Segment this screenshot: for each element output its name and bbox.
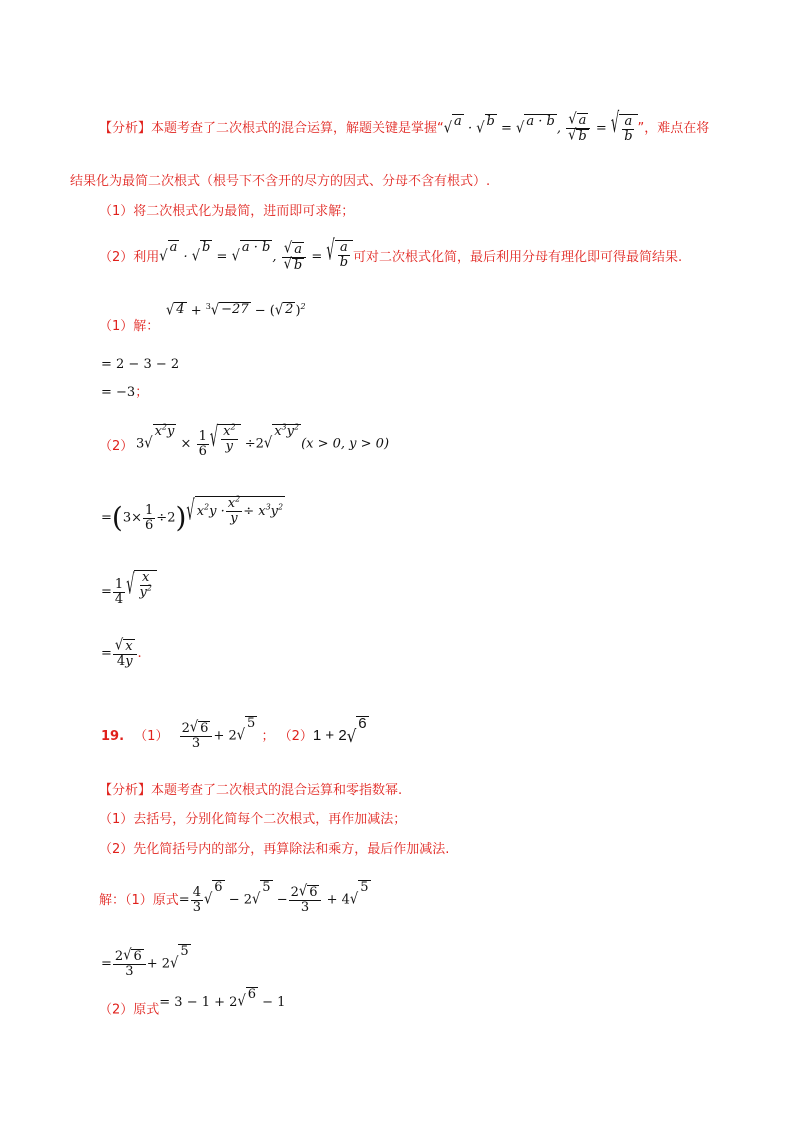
solution-2-label: （2） — [99, 439, 134, 454]
solution-2-eq3-end: . — [137, 646, 142, 661]
analysis-step-1: （1）将二次根式化为最简，进而即可求解； — [99, 204, 355, 219]
solution-3-line-2 — [99, 987, 286, 1026]
solution-3-expr-2: = 3 − 1 + 2 √ 6 − 1 — [159, 995, 285, 1010]
solution-3-expr-1: = $\frac{4}{3}$ √ 6 − 2 √ 5 − 2 √ 6 3 + 4 √ 5 — [179, 880, 371, 921]
analysis-intro: 【分析】本题考查了二次根式的混合运算，解题关键是掌握“ — [99, 121, 444, 136]
solution-3-label-2: （2）原式 — [99, 1002, 160, 1018]
solution-3-eq1: = 2 √ 6 3 + 2 √ 5 — [101, 944, 191, 985]
sqrt-rule-inline: √ a · √ b = √ a · b , √ a √ b = √ $\frac{a}{b}$ — [159, 240, 353, 275]
solution-1-label: （1）解： — [99, 319, 160, 334]
analysis2-step-1: （1）去括号，分别化简每个二次根式，再作加减法； — [99, 812, 407, 827]
analysis-line-2: 结果化为最简二次根式（根号下不含开的尽方的因式、分母不含有根式）. — [70, 174, 491, 189]
q19-part2-label: （2） — [278, 729, 313, 744]
analysis-step-2-post: 可对二次根式化简，最后利用分母有理化即可得最简结果. — [353, 249, 683, 265]
analysis-step-2 — [99, 236, 683, 275]
solution-1-eq2 — [101, 384, 148, 402]
solution-2-expr: 3 √ $x^2y$ × $\frac{1}{6}$ √ $\frac{x^2}{y}$ ÷2 √ $x^3y^2$ (x > 0, y > 0) — [136, 424, 389, 465]
analysis2-step-2: （2）先化简括号内的部分，再算除法和乘方，最后作加减法. — [99, 842, 450, 857]
solution-1-expr: √ 4 + $^3$ √ −27 − ( √ 2 )$^2$ — [166, 301, 306, 320]
solution-3-jie: 解： — [99, 892, 126, 908]
solution-2-condition: (x > 0, y > 0) — [301, 436, 390, 452]
solution-2-eq2: = $\frac{1}{4}$ √ $\frac{x}{y^2}$ — [101, 570, 157, 615]
q19-part2-answer: 1 + 2 √ 6 — [313, 727, 369, 744]
analysis-intro-end: ”，难点在将 — [637, 121, 710, 136]
analysis2-intro: 【分析】本题考查了二次根式的混合运算和零指数幂. — [99, 783, 403, 798]
solution-1-eq2-value: = −3 — [101, 385, 136, 400]
analysis-line-1 — [99, 108, 710, 144]
q19-number: 19. — [101, 729, 125, 744]
analysis-step-2-pre: （2）利用 — [99, 249, 160, 265]
q19-line — [101, 716, 369, 757]
solution-1-eq1: = 2 − 3 − 2 — [101, 357, 180, 372]
q19-part1-label: （1） — [134, 729, 169, 744]
solution-2-eq3: = √ x 4y . — [101, 636, 142, 669]
q19-separator: ； — [261, 729, 275, 744]
solution-3-line-1 — [99, 880, 371, 921]
solution-3-label-1: （1）原式 — [125, 892, 179, 908]
solution-1-eq2-end: ； — [135, 385, 149, 400]
q19-part1-answer: 2 √ 6 3 + 2 √ 5 — [179, 716, 258, 757]
solution-2-eq1: =(3× $\frac{1}{6}$ ÷2) √ $x^2y$ · $\frac{x^2}{y}$ ÷ $x^3y^2$ — [101, 496, 285, 541]
sqrt-rule-formula: √ a · √ b = √ a · b , √ a √ b = √ $\frac{a}{b}$ — [444, 113, 638, 144]
